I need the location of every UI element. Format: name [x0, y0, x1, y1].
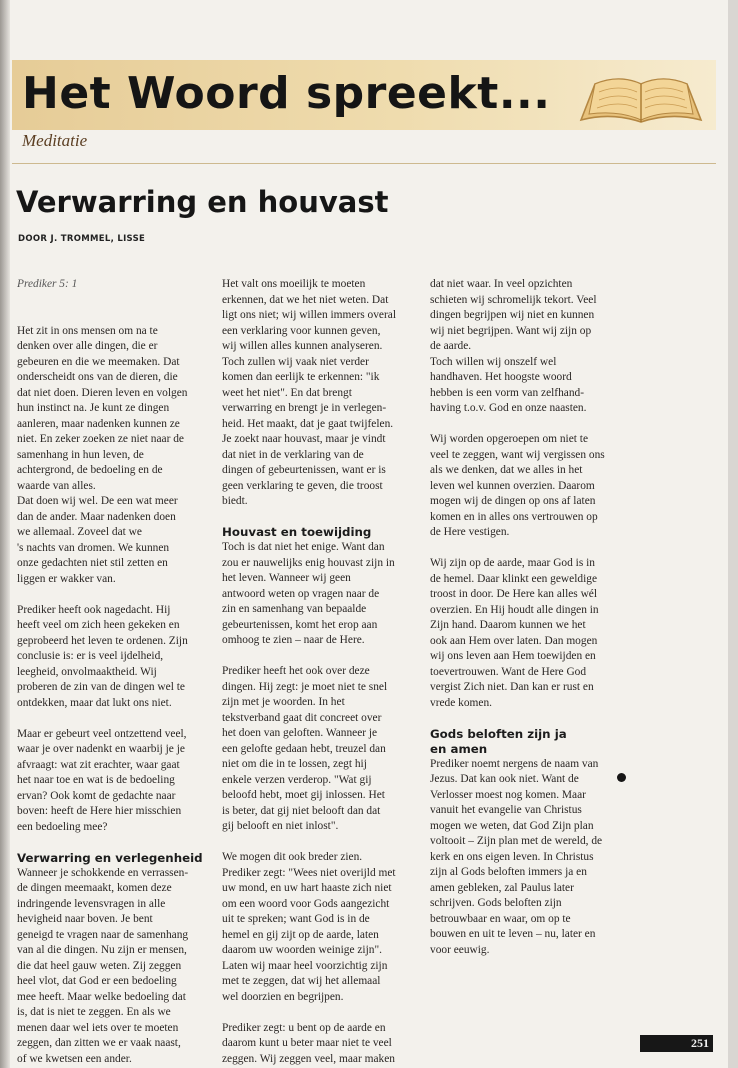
paragraph: Prediker heeft het ook over deze dingen. Hij zegt: je moet niet te snel zijn met je woorden. In het tekstverband gaat dit concreet over het doen van geloften. Wanneer je een gelofte gedaan hebt, treuzel dan niet om die in te lossen, zegt hij enkele verzen verderop. "Wat gij beloofd hebt, moet gij inlossen. Het is beter, dat gij niet belooft dan dat gij belooft en niet inlost". — [222, 665, 388, 832]
paragraph: Prediker zegt: u bent op de aarde en daarom kunt u beter maar niet te veel zeggen. Wij zeggen veel, maar maken — [222, 1021, 395, 1065]
subheading: Verwarring en verlegenheid — [17, 850, 203, 865]
paragraph: Prediker heeft ook nagedacht. Hij heeft veel om zich heen gekeken en geprobeerd het leven te ordenen. Zijn conclusie is: er is veel ijdelheid, leegheid, onvolmaaktheid. Wij proberen de zin van de dingen wel te ontdekken, maar dat lukt ons niet. — [17, 603, 188, 709]
paragraph: Wanneer je schokkende en verrassen- de dingen meemaakt, komen deze indringende levensvragen in alle hevigheid naar boven. Je bent geneigd te vragen naar de samenhang van al die dingen. Nu zijn er mensen, die dat heel gauw weten. Zij zeggen heel vlot, dat God er een bedoeling mee heeft. Maar welke bedoeling dat is, dat is niet te zeggen. En als we menen daar wel iets over te moeten zeggen, dan zitten we er vaak naast, of we kwetsen een ander. — [17, 866, 189, 1065]
subheading: Houvast en toewijding — [222, 525, 372, 539]
article-byline: DOOR J. TROMMEL, LISSE — [18, 234, 146, 244]
text-column-2 — [222, 277, 418, 1067]
section-subtitle: Meditatie — [22, 131, 88, 150]
paragraph: Wij worden opgeroepen om niet te veel te zeggen, want wij vergissen ons als we denken, dat we alles in het leven wel kunnen overzien. Daarom mogen wij de dingen op ons af laten komen en in alles ons vertrouwen op de Here vestigen. — [430, 433, 605, 538]
paragraph: Het valt ons moeilijk te moeten erkennen, dat we het niet weten. Dat ligt ons niet; wij willen immers overal een verklaring voor kunnen geven, wij willen alles kunnen analyseren. Toch zullen wij vaak niet verder komen dan eerlijk te erkennen: "ik weet het niet". En dat brengt verwarring en brengt je in verlegen- heid. Het maakt, dat je gaat twijfelen. Je zoekt naar houvast, maar je vindt dat niet in de verklaring van de dingen of gebeurtenissen, want er is geen verklaring te geven, die troost biedt. — [222, 278, 396, 507]
text-column-3 — [430, 277, 626, 958]
section-title: Het Woord spreekt... — [22, 68, 551, 119]
paragraph: Prediker noemt nergens de naam van Jezus. Dat kan ook niet. Want de Verlosser moest nog komen. Maar vanuit het evangelie van Christus mogen we weten, dat God Zijn plan voltooit – Zijn plan met de wereld, de kerk en ons eigen leven. In Christus zijn al Gods beloften immers ja en amen gebleken, zal Paulus later schrijven. Gods beloften zijn betrouwbaar en waar, om op te bouwen en uit te leven – nu, later en voor eeuwig. — [430, 757, 603, 956]
text-column-1 — [17, 277, 213, 1067]
paragraph: Maar er gebeurt veel ontzettend veel, waar je over nadenkt en waarbij je je afvraagt: wat zit erachter, waar gaat het naar toe en wat is de bedoeling ervan? Ook komt de gedachte naar boven: heeft de Here hier misschien een bedoeling mee? — [17, 727, 187, 833]
subheading: Gods beloften zijn ja en amen — [430, 726, 567, 756]
paragraph: Het zit in ons mensen om na te denken over alle dingen, die er gebeuren en die we meemaken. Dat onderscheidt ons van de dieren, die dat niet doen. Dieren leven en volgen hun instinct na. Je kunt ze dingen aanleren, maar nadenken kunnen ze niet. En zeker zoeken ze niet naar de samenhang in hun leven, de achtergrond, de bedoeling en de waarde van alles. Dat doen wij wel. De een wat meer dan de ander. Maar nadenken doen we allemaal. Zoveel dat we 's nachts van dromen. We kunnen onze gedachten niet stil zetten en liggen er wakker van. — [17, 324, 188, 585]
end-mark — [617, 773, 626, 782]
open-book-icon — [575, 70, 707, 128]
paragraph: Wij zijn op de aarde, maar God is in de hemel. Daar klinkt een geweldige troost in door. De Here kan alles wél overzien. En Hij houdt alle dingen in Zijn hand. Daarom kunnen we het ook aan Hem over laten. Dan mogen wij ons leven aan Hem toewijden en toevertrouwen. Want de Here God vergist Zich niet. Dan kan er rust en vrede komen. — [430, 557, 599, 709]
page-number: 251 — [640, 1035, 713, 1052]
paragraph: We mogen dit ook breder zien. Prediker zegt: "Wees niet overijld met uw mond, en uw hart haaste zich niet om een woord voor Gods aangezicht uit te spreken; want God is in de hemel en gij zijt op de aarde, laten daarom uw woorden weinige zijn". Laten wij maar heel voorzichtig zijn met te zeggen, dat wij het allemaal wel doorzien en begrijpen. — [222, 851, 396, 1003]
scripture-reference: Prediker 5: 1 — [17, 278, 78, 290]
article-title: Verwarring en houvast — [16, 185, 389, 219]
header-divider — [12, 163, 716, 164]
paragraph: Toch is dat niet het enige. Want dan zou er nauwelijks enig houvast zijn in het leven. Wanneer wij geen antwoord weten op vragen naar de zin en samenhang van bepaalde gebeurtenissen, komt het erop aan omhoog te zien – naar de Here. — [222, 541, 395, 646]
paragraph: dat niet waar. In veel opzichten schieten wij schromelijk tekort. Veel dingen begrijpen wij niet en kunnen wij niet begrijpen. Want wij zijn op de aarde. Toch willen wij onszelf wel handhaven. Het hoogste woord hebben is een vorm van zelfhand- having t.o.v. God en onze naasten. — [430, 278, 597, 414]
